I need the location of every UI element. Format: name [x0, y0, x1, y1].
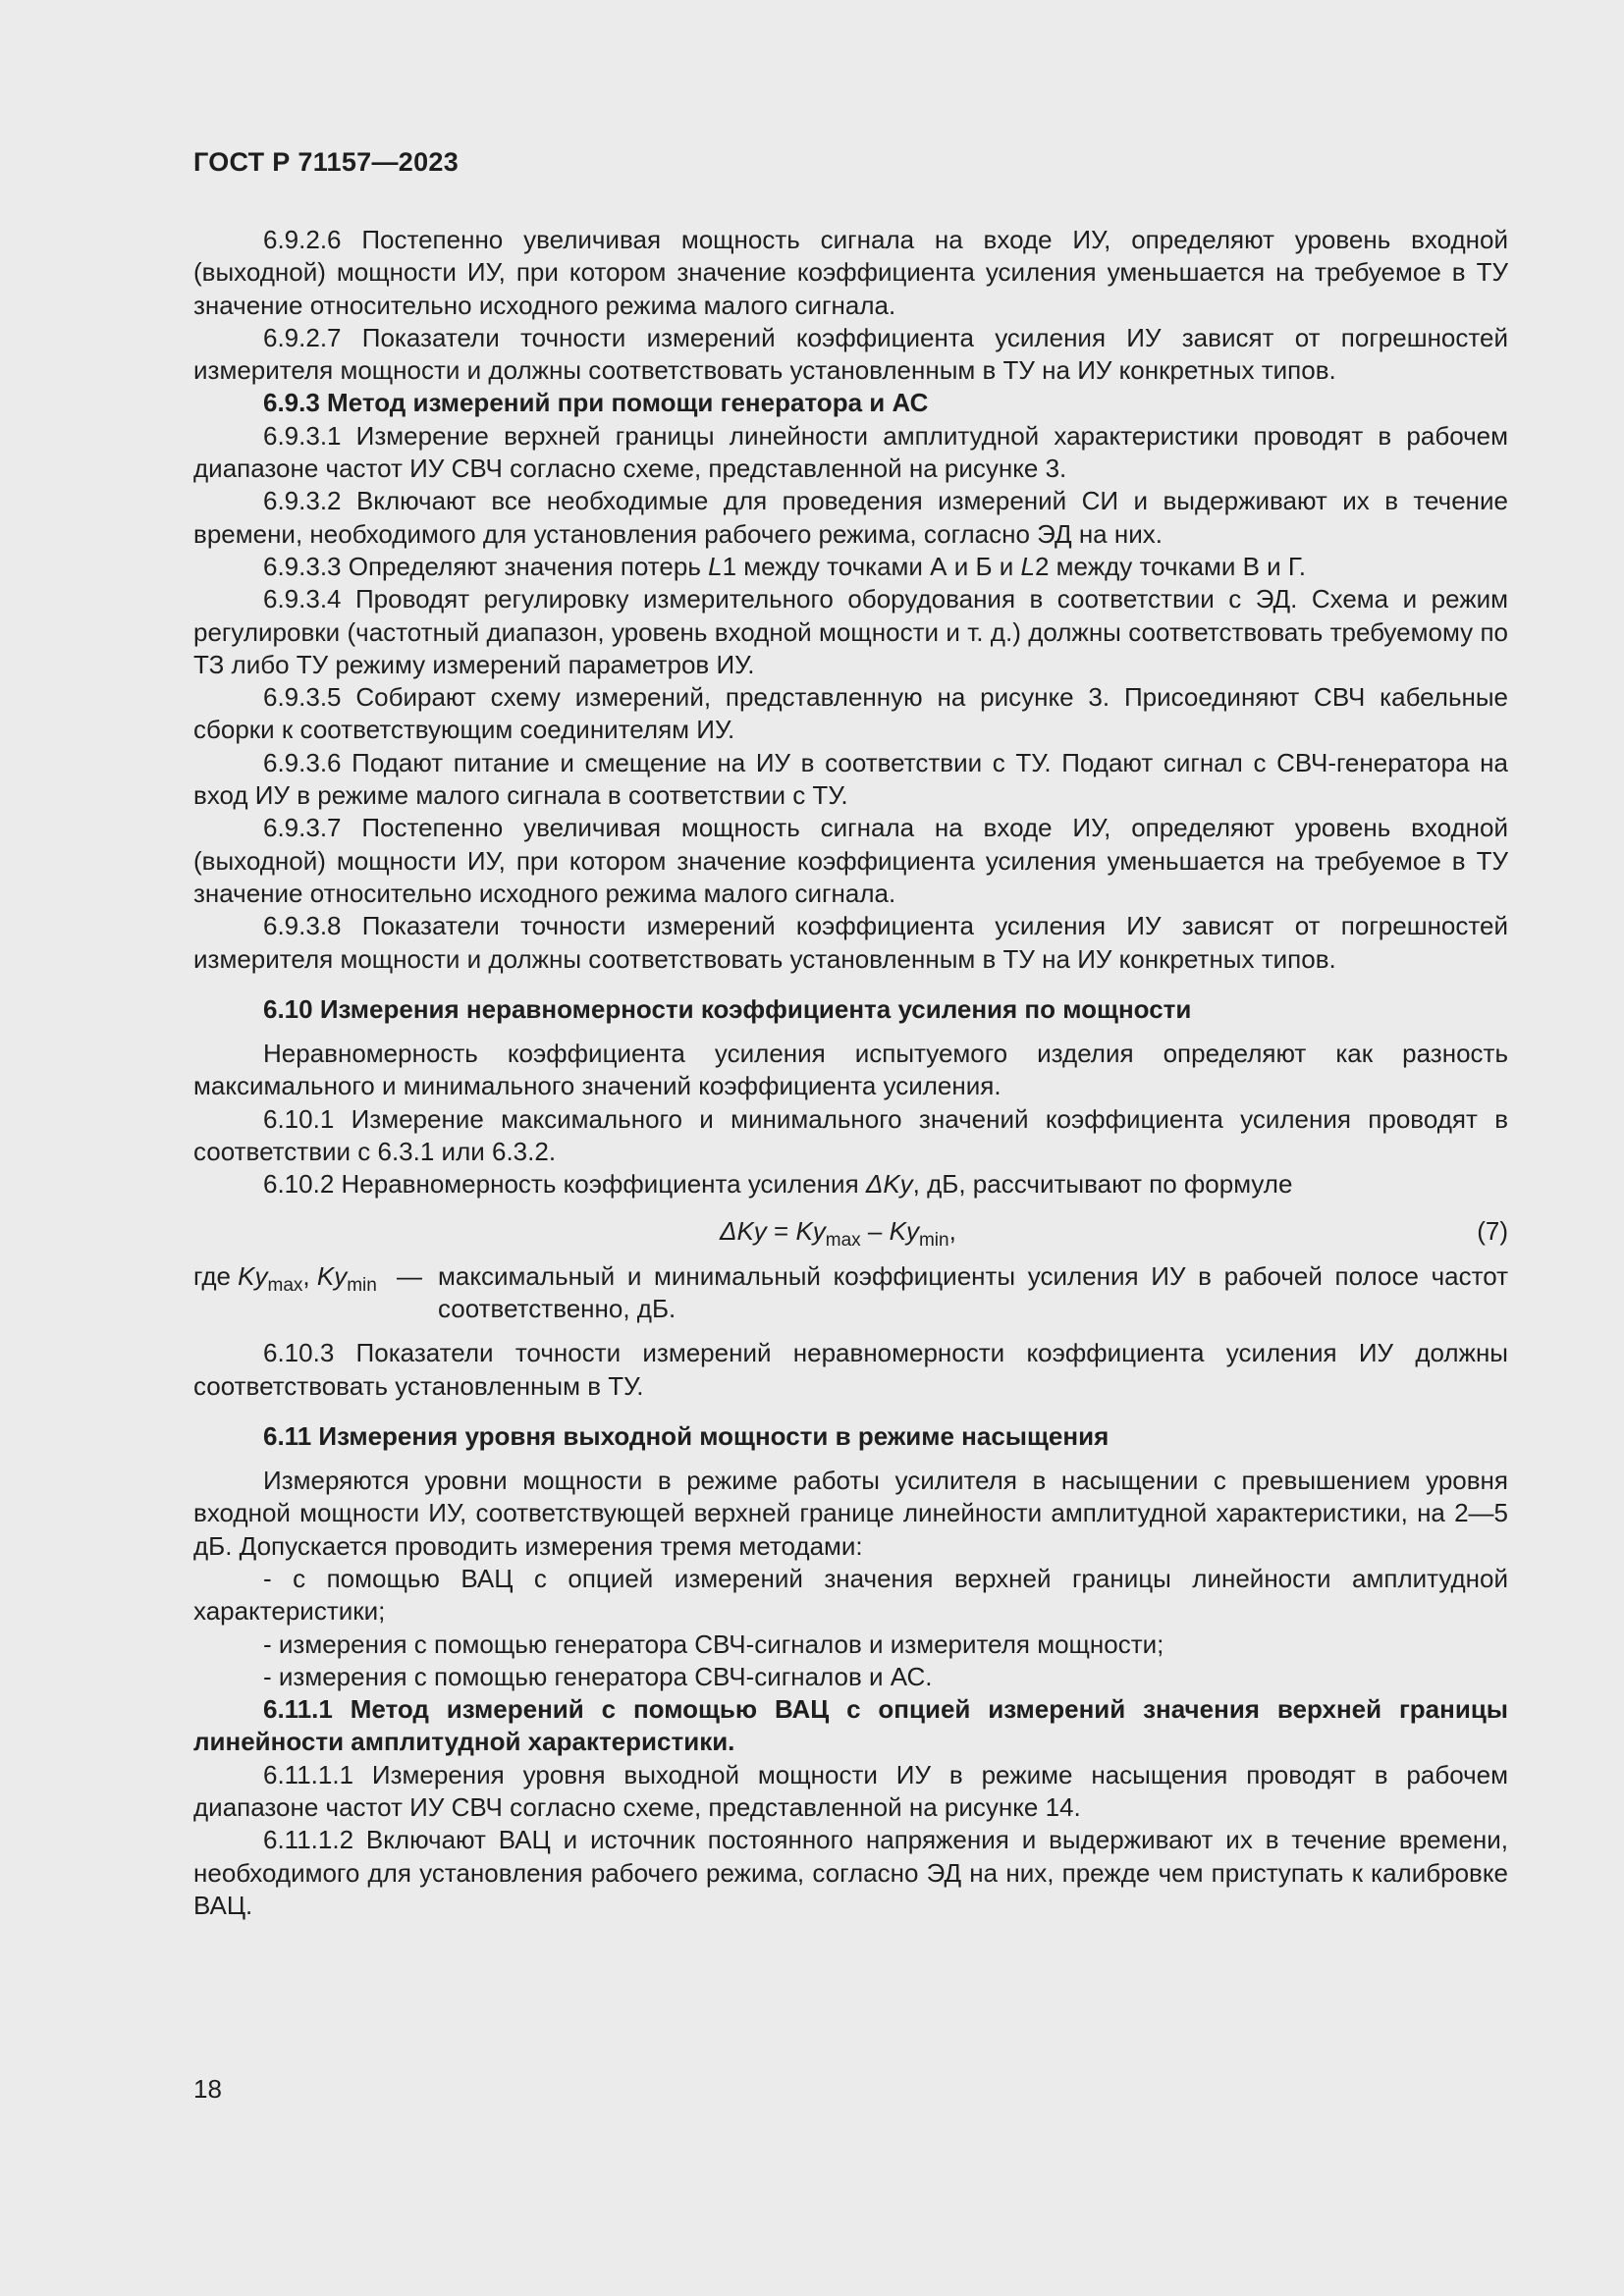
where-symbols	[193, 1260, 397, 1302]
formula-block	[193, 1211, 1508, 1256]
paragraph: 6.9.3.1 Измерение верхней границы линейности амплитудной характеристики проводят в рабочем диапазоне частот ИУ СВЧ согласно схеме, представленной на рисунке 3.	[193, 420, 1508, 484]
where-symbol: Kу	[316, 1260, 348, 1291]
list-item: - с помощью ВАЦ с опцией измерений значения верхней границы линейности амплитудной характеристики;	[193, 1563, 1508, 1627]
paragraph	[193, 1168, 1508, 1201]
list-item: - измерения с помощью генератора СВЧ-сигналов и измерителя мощности;	[263, 1629, 1164, 1659]
section-heading: 6.9.3 Метод измерений при помощи генератора и АС	[263, 388, 929, 418]
document-body	[193, 224, 1508, 1922]
paragraph: 6.9.3.6 Подают питание и смещение на ИУ в соответствии с ТУ. Подают сигнал с СВЧ-генератора на вход ИУ в режиме малого сигнала в соответствии с ТУ.	[193, 747, 1508, 811]
paragraph: 6.10.1 Измерение максимального и минимального значений коэффициента усиления проводят в соответствии с 6.3.1 или 6.3.2.	[193, 1103, 1508, 1167]
formula-tail: ,	[948, 1215, 956, 1246]
section-heading: 6.11 Измерения уровня выходной мощности в режиме насыщения	[263, 1420, 1110, 1451]
where-subscript: max	[267, 1274, 303, 1296]
paragraph: 6.9.3.4 Проводят регулировку измерительного оборудования в соответствии с ЭД. Схема и режим регулировки (частотный диапазон, уровень входной мощности и т. д.) должны соответствовать требуемому по ТЗ либо ТУ режиму измерений параметров ИУ.	[193, 584, 1508, 679]
formula-term: Kу	[795, 1215, 826, 1246]
list-item: - измерения с помощью генератора СВЧ-сигналов и АС.	[263, 1661, 933, 1691]
formula	[720, 1215, 956, 1256]
where-sep: ,	[302, 1260, 317, 1291]
where-clause	[193, 1260, 1508, 1326]
text-span: 6.10.2 Неравномерность коэффициента усиления	[263, 1169, 866, 1200]
formula-subscript: max	[825, 1229, 861, 1251]
paragraph: 6.9.2.6 Постепенно увеличивая мощность сигнала на входе ИУ, определяют уровень входной (выходной) мощности ИУ, при котором значение коэффициента усиления уменьшается на требуемое в ТУ значение относительно исходного режима малого сигнала.	[193, 225, 1508, 320]
paragraph: 6.9.3.2 Включают все необходимые для проведения измерений СИ и выдерживают их в течение времени, необходимого для установления рабочего режима, согласно ЭД на них.	[193, 486, 1508, 549]
formula-lhs: ΔKу	[720, 1215, 767, 1246]
paragraph: 6.9.3.5 Собирают схему измерений, представленную на рисунке 3. Присоединяют СВЧ кабельные сборки к соответствующим соединителям ИУ.	[193, 682, 1508, 745]
paragraph: Неравномерность коэффициента усиления испытуемого изделия определяют как разность максимального и минимального значений коэффициента усиления.	[193, 1039, 1508, 1101]
paragraph: 6.9.3.7 Постепенно увеличивая мощность сигнала на входе ИУ, определяют уровень входной (выходной) мощности ИУ, при котором значение коэффициента усиления уменьшается на требуемое в ТУ значение относительно исходного режима малого сигнала.	[193, 813, 1508, 908]
paragraph: 6.11.1.2 Включают ВАЦ и источник постоянного напряжения и выдерживают их в течение времени, необходимого для установления рабочего режима, согласно ЭД на них, прежде чем приступать к калибровке ВАЦ.	[193, 1825, 1508, 1920]
section-heading: 6.10 Измерения неравномерности коэффициента усиления по мощности	[263, 993, 1192, 1024]
text-span: 6.9.3.3 Определяют значения потерь	[263, 551, 709, 581]
paragraph	[193, 551, 1508, 583]
where-symbol: Kу	[238, 1260, 268, 1291]
text-span: , дБ, рассчитывают по формуле	[912, 1169, 1293, 1200]
paragraph: 6.9.2.7 Показатели точности измерений коэффициента усиления ИУ зависят от погрешностей измерителя мощности и должны соответствовать установленным в ТУ на ИУ конкретных типов.	[193, 322, 1508, 386]
section-heading: 6.11.1 Метод измерений с помощью ВАЦ с опцией измерений значения верхней границы линейности амплитудной характеристики.	[193, 1694, 1508, 1757]
where-dash: —	[397, 1260, 422, 1291]
formula-number: (7)	[1477, 1215, 1508, 1246]
symbol-l: L	[708, 551, 723, 581]
paragraph: 6.9.3.8 Показатели точности измерений коэффициента усиления ИУ зависят от погрешностей измерителя мощности и должны соответствовать установленным в ТУ на ИУ конкретных типов.	[193, 911, 1508, 974]
page-number: 18	[193, 2074, 222, 2104]
where-definition: максимальный и минимальный коэффициенты усиления ИУ в рабочей полосе частот соответственно, дБ.	[438, 1260, 1508, 1323]
paragraph: 6.10.3 Показатели точности измерений неравномерности коэффициента усиления ИУ должны соответствовать установленным в ТУ.	[193, 1338, 1508, 1401]
document-header: ГОСТ Р 71157—2023	[193, 147, 460, 177]
paragraph: 6.11.1.1 Измерения уровня выходной мощности ИУ в режиме насыщения проводят в рабочем диапазоне частот ИУ СВЧ согласно схеме, представленной на рисунке 14.	[193, 1759, 1508, 1823]
symbol-l: L	[1020, 551, 1035, 581]
formula-minus: –	[860, 1215, 890, 1246]
formula-term: Kу	[889, 1215, 919, 1246]
where-prefix: где	[193, 1260, 239, 1291]
delta-ky-symbol: ΔKу	[865, 1169, 913, 1200]
formula-eq: =	[766, 1215, 796, 1246]
text-span: 2 между точками В и Г.	[1035, 551, 1307, 581]
formula-subscript: min	[918, 1229, 949, 1251]
where-subscript: min	[347, 1274, 377, 1296]
text-span: 1 между точками А и Б и	[722, 551, 1021, 581]
paragraph: Измеряются уровни мощности в режиме работы усилителя в насыщении с превышением уровня входной мощности ИУ, соответствующей верхней границе линейности амплитудной характеристики, на 2—5 дБ. Допускается проводить измерения тремя методами:	[193, 1466, 1508, 1561]
